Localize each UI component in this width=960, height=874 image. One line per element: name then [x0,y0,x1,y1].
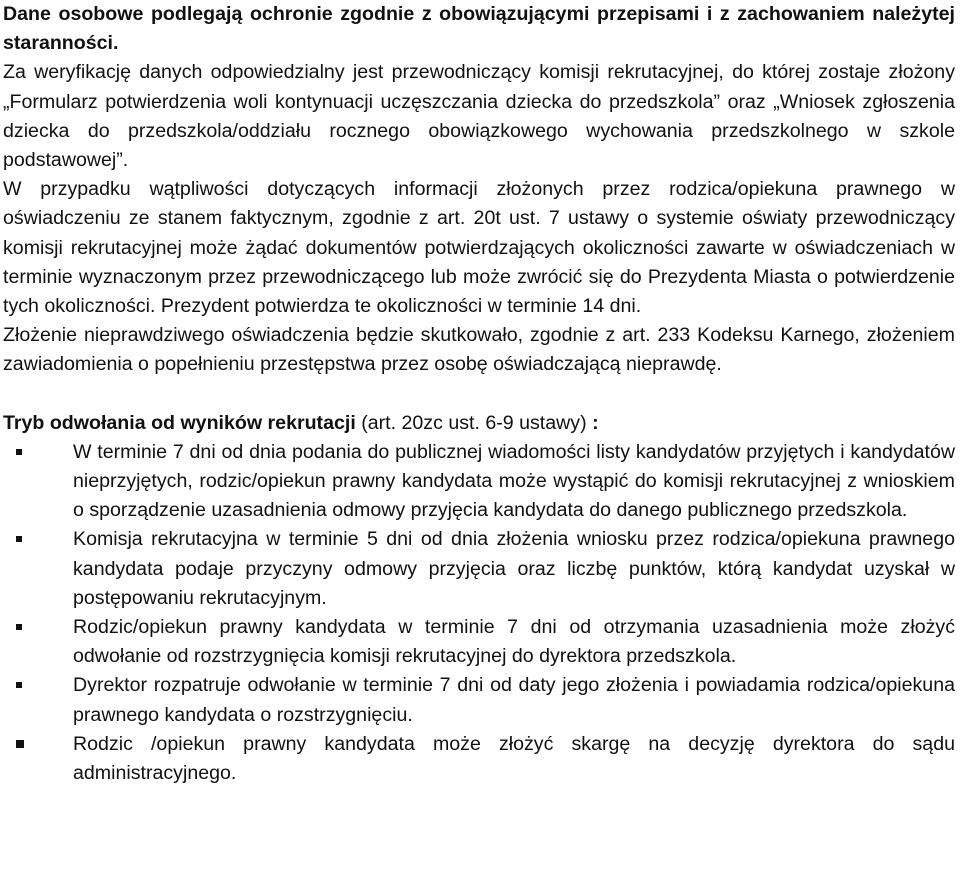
list-item [3,730,955,788]
list-item-text: Rodzic /opiekun prawny kandydata może złożyć skargę na decyzję dyrektora do sądu administracyjnego. [73,732,955,785]
square-bullet-icon [16,536,22,542]
list-item [3,525,955,613]
appeal-steps-list [3,438,955,788]
appeal-heading-reference: (art. 20zc ust. 6-9 ustawy) [355,411,593,434]
section-spacer [3,380,955,409]
list-item [3,671,955,729]
appeal-heading-bold: Tryb odwołania od wyników rekrutacji [3,411,356,434]
doubts-paragraph: W przypadku wątpliwości dotyczących informacji złożonych przez rodzica/opiekuna prawnego w oświadczeniu ze stanem faktycznym, zgodnie z art. 20t ust. 7 ustawy o systemie oświaty przewodniczący komisji rekrutacyjnej może żądać dokumentów potwierdzających okoliczności zawarte w oświadczeniach w terminie wyznaczonym przez przewodniczącego lub może zwrócić się do Prezydenta Miasta o potwierdzenie tych okoliczności. Prezydent potwierdza te okoliczności w terminie 14 dni. [3,178,955,318]
data-protection-bold-text: Dane osobowe podlegają ochronie zgodnie z obowiązującymi przepisami i z zachowaniem należytej staranności. [3,3,955,55]
square-bullet-icon [16,624,22,630]
list-item [3,438,955,526]
false-statement-paragraph: Złożenie nieprawdziwego oświadczenia będzie skutkowało, zgodnie z art. 233 Kodeksu Karnego, złożeniem zawiadomienia o popełnieniu przestępstwa przez osobę oświadczającą nieprawdę. [3,324,955,376]
square-bullet-icon [16,740,24,748]
data-protection-statement [3,0,955,58]
appeal-section-heading [3,409,955,438]
appeal-heading-colon: : [592,411,599,434]
square-bullet-icon [16,449,22,455]
list-item-text: W terminie 7 dni od dnia podania do publicznej wiadomości listy kandydatów przyjętych i kandydatów nieprzyjętych, rodzic/opiekun prawny kandydata może wystąpić do komisji rekrutacyjnej z wnioskiem o sporządzenie uzasadnienia odmowy przyjęcia kandydata do danego publicznego przedszkola. [73,440,955,522]
list-item [3,613,955,671]
list-item-text: Dyrektor rozpatruje odwołanie w terminie 7 dni od daty jego złożenia i powiadamia rodzica/opiekuna prawnego kandydata o rozstrzygnięciu. [73,674,955,726]
verification-paragraph: Za weryfikację danych odpowiedzialny jest przewodniczący komisji rekrutacyjnej, do której zostaje złożony „Formularz potwierdzenia woli kontynuacji uczęszczania dziecka do przedszkola” oraz „Wniosek zgłoszenia dziecka do przedszkola/oddziału rocznego obowiązkowego wychowania przedszkolnego w szkole podstawowej”. [3,61,955,172]
list-item-text: Komisja rekrutacyjna w terminie 5 dni od dnia złożenia wniosku przez rodzica/opiekuna prawnego kandydata podaje przyczyny odmowy przyjęcia oraz liczbę punktów, którą kandydat uzyskał w postępowaniu rekrutacyjnym. [73,528,955,609]
list-item-text: Rodzic/opiekun prawny kandydata w terminie 7 dni od otrzymania uzasadnienia może złożyć odwołanie od rozstrzygnięcia komisji rekrutacyjnej do dyrektora przedszkola. [73,616,955,668]
square-bullet-icon [16,682,22,688]
